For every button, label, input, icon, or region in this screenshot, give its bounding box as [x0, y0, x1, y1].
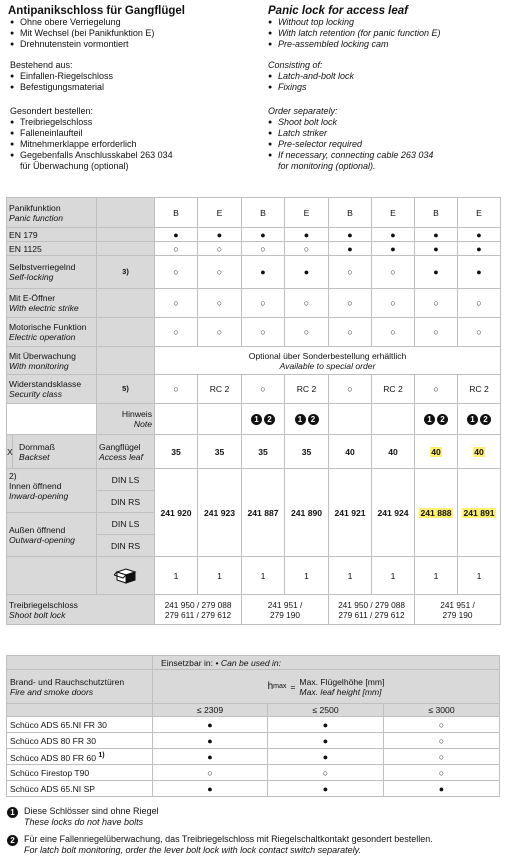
- footnote-2-icon: 2: [264, 414, 275, 425]
- note-badges: [242, 404, 285, 435]
- order-item: ● Falleneinlaufteil: [10, 128, 173, 139]
- dot: ○: [198, 242, 242, 256]
- order-item: ● Mitnehmerklappe erforderlich: [10, 139, 173, 150]
- cell: RC 2: [198, 375, 242, 404]
- cell: B: [329, 198, 372, 228]
- usage-col-label: Brand- und Rauchschutztüren Fire and smoke doors: [7, 670, 153, 704]
- order-item: ● Pre-selector required: [268, 139, 433, 150]
- filled-dot: ●: [155, 228, 198, 242]
- dot: ○: [415, 289, 458, 318]
- filled-dot: ●: [415, 228, 458, 242]
- cell: ○: [329, 375, 372, 404]
- dot: ○: [372, 318, 415, 347]
- row-panic-function: [7, 198, 501, 228]
- title-en: Panic lock for access leaf: [268, 5, 408, 17]
- dot: ○: [155, 318, 198, 347]
- usage-item-name: Schüco ADS 80 FR 30: [7, 733, 153, 749]
- usage-row: [7, 733, 500, 749]
- usage-heights-row: [7, 704, 500, 717]
- usage-table: [6, 655, 500, 797]
- cell: 1: [372, 557, 415, 595]
- consist-title: Bestehend aus:: [10, 60, 73, 70]
- row-note: [7, 404, 501, 435]
- shoot-bolt-ref: 241 951 / 279 190: [242, 595, 329, 625]
- row-label: Treibriegelschloss Shoot bolt lock: [7, 595, 155, 625]
- footnote-2: [6, 834, 433, 856]
- dot: ●: [285, 256, 329, 289]
- dot: ○: [155, 289, 198, 318]
- cell: 40: [329, 435, 372, 469]
- feature-item: ● With latch retention (for panic function E): [268, 28, 441, 39]
- cell: 1: [415, 557, 458, 595]
- row-security-class: [7, 375, 501, 404]
- filled-dot: ●: [372, 228, 415, 242]
- cell: B: [155, 198, 198, 228]
- filled-dot: ●: [198, 228, 242, 242]
- height-2500: ≤ 2500: [268, 704, 384, 717]
- cell: 40: [372, 435, 415, 469]
- filled-dot: ●: [329, 228, 372, 242]
- order-en: [268, 106, 433, 172]
- cell: E: [198, 198, 242, 228]
- usage-row: [7, 781, 500, 797]
- dot: ○: [384, 717, 500, 733]
- row-label: Dornmaß Backset: [13, 435, 97, 469]
- dot: ○: [198, 256, 242, 289]
- row-shoot-bolt: [7, 595, 501, 625]
- cell: 1: [198, 557, 242, 595]
- dot: ●: [153, 717, 268, 733]
- article-number-highlighted: 241 888: [415, 469, 458, 557]
- cell: 35: [242, 435, 285, 469]
- note-badges: [415, 404, 458, 435]
- filled-dot: ●: [242, 228, 285, 242]
- dot: ●: [268, 749, 384, 765]
- dot: ○: [384, 733, 500, 749]
- din-rs-label: DIN RS: [97, 491, 155, 513]
- row-label: Widerstandsklasse Security class: [7, 375, 97, 404]
- row-label: Mit Überwachung With monitoring: [7, 347, 97, 375]
- dot: ●: [153, 749, 268, 765]
- row-backset: [7, 435, 501, 469]
- title-de: Antipanikschloss für Gangflügel: [8, 5, 185, 17]
- row-label: Mit E-Öffner With electric strike: [7, 289, 97, 318]
- order-item: ● If necessary, connecting cable 263 034: [268, 150, 433, 161]
- cell: RC 2: [372, 375, 415, 404]
- shoot-bolt-ref: 241 950 / 279 088 279 611 / 279 612: [329, 595, 415, 625]
- monitoring-note: Optional über Sonderbestellung erhältlich Available to special order: [155, 347, 501, 375]
- note-ref: 3): [97, 256, 155, 289]
- order-title: Order separately:: [268, 106, 338, 116]
- filled-dot: ●: [458, 228, 501, 242]
- features-en: [268, 17, 441, 50]
- dot: ○: [329, 289, 372, 318]
- cell-highlighted: 40: [415, 435, 458, 469]
- footnote-1-icon: 1: [7, 807, 18, 818]
- consist-title: Consisting of:: [268, 60, 323, 70]
- dot: ○: [155, 256, 198, 289]
- dot: ○: [153, 765, 268, 781]
- shoot-bolt-ref: 241 951 / 279 190: [415, 595, 501, 625]
- cell: E: [285, 198, 329, 228]
- footnote-2-icon: 2: [7, 835, 18, 846]
- article-number: 241 921: [329, 469, 372, 557]
- cell: 35: [285, 435, 329, 469]
- row-label: 2) Innen öffnend Inward-opening: [7, 469, 97, 513]
- row-label: Selbstverriegelnd Self-locking: [7, 256, 97, 289]
- din-ls-label: DIN LS: [97, 513, 155, 535]
- row-en1125: [7, 242, 501, 256]
- row-label: Panikfunktion Panic function: [7, 198, 97, 228]
- dot: ○: [242, 318, 285, 347]
- dot: ○: [198, 289, 242, 318]
- cell: 35: [155, 435, 198, 469]
- order-de: [10, 106, 173, 172]
- hmax-label: h max = Max. Flügelhöhe [mm] Max. leaf height [mm]: [153, 670, 500, 704]
- article-number: 241 924: [372, 469, 415, 557]
- cell: RC 2: [285, 375, 329, 404]
- dot: ○: [458, 318, 501, 347]
- cell: 1: [285, 557, 329, 595]
- usage-item-name: Schüco Firestop T90: [7, 765, 153, 781]
- order-item: ● Shoot bolt lock: [268, 117, 433, 128]
- footnote-2-icon: 2: [437, 414, 448, 425]
- cell: 1: [329, 557, 372, 595]
- cell: B: [242, 198, 285, 228]
- note-ref: 5): [97, 375, 155, 404]
- row-monitoring: [7, 347, 501, 375]
- note-badges: [285, 404, 329, 435]
- dot: ●: [153, 781, 268, 797]
- dot: ○: [458, 289, 501, 318]
- row-label: Außen öffnend Outward-opening: [7, 513, 97, 557]
- cell-highlighted: 40: [458, 435, 501, 469]
- dot: ●: [415, 256, 458, 289]
- feature-item: ● Pre-assembled locking cam: [268, 39, 441, 50]
- row-label: EN 1125: [7, 242, 97, 256]
- consist-de: [10, 60, 113, 93]
- usage-item-name: Schüco ADS 65.NI SP: [7, 781, 153, 797]
- row-electric-strike: [7, 289, 501, 318]
- usage-header-row: [7, 656, 500, 670]
- note-badges: [458, 404, 501, 435]
- article-number: 241 920: [155, 469, 198, 557]
- dot: ○: [285, 289, 329, 318]
- dot: ●: [268, 781, 384, 797]
- feature-item: ● Drehnutenstein vormontiert: [10, 39, 154, 50]
- dot: ○: [372, 256, 415, 289]
- article-number: 241 890: [285, 469, 329, 557]
- footnote-1-icon: 1: [467, 414, 478, 425]
- cell: ○: [415, 375, 458, 404]
- dot: ●: [242, 256, 285, 289]
- row-label: Hinweis Note: [97, 404, 155, 435]
- article-number: 241 887: [242, 469, 285, 557]
- consist-item: ● Einfallen-Riegelschloss: [10, 71, 113, 82]
- dot: ○: [268, 765, 384, 781]
- feature-item: ● Without top locking: [268, 17, 441, 28]
- dot: ●: [458, 256, 501, 289]
- usage-row: [7, 765, 500, 781]
- article-number: 241 923: [198, 469, 242, 557]
- dot: ○: [155, 242, 198, 256]
- dot: ●: [153, 733, 268, 749]
- feature-item: ● Mit Wechsel (bei Panikfunktion E): [10, 28, 154, 39]
- height-2309: ≤ 2309: [153, 704, 268, 717]
- row-electric-operation: [7, 318, 501, 347]
- dot: ●: [268, 717, 384, 733]
- footnote-1-icon: 1: [424, 414, 435, 425]
- features-de: [10, 17, 154, 50]
- din-ls-label: DIN LS: [97, 469, 155, 491]
- row-sublabel: Gangflügel Access leaf: [97, 435, 155, 469]
- dot: ○: [384, 765, 500, 781]
- dot: ●: [372, 242, 415, 256]
- usage-row: [7, 749, 500, 765]
- x-marker: X: [7, 435, 13, 469]
- product-table: [6, 197, 501, 625]
- order-title: Gesondert bestellen:: [10, 106, 94, 116]
- usage-item-name: Schüco ADS 80 FR 60 $^{1)}$: [7, 749, 153, 765]
- dot: ○: [384, 749, 500, 765]
- shoot-bolt-ref: 241 950 / 279 088 279 611 / 279 612: [155, 595, 242, 625]
- height-3000: ≤ 3000: [384, 704, 500, 717]
- cell: ○: [242, 375, 285, 404]
- cell: 1: [458, 557, 501, 595]
- footnote-text: Für eine Fallenriegelüberwachung, das Treibriegelschloss mit Riegelschaltkontakt gesondert bestellen. For latch bolt monitoring, order the lever bolt lock with lock contact switch separately.: [24, 834, 433, 855]
- order-item-cont: for monitoring (optional).: [278, 161, 376, 171]
- dot: ○: [198, 318, 242, 347]
- din-rs-label: DIN RS: [97, 535, 155, 557]
- dot: ○: [329, 256, 372, 289]
- usage-row: [7, 717, 500, 733]
- cell: E: [458, 198, 501, 228]
- row-label: Motorische Funktion Electric operation: [7, 318, 97, 347]
- consist-item: ● Latch-and-bolt lock: [268, 71, 354, 82]
- cell: 35: [198, 435, 242, 469]
- footnote-2-icon: 2: [308, 414, 319, 425]
- consist-item: ● Befestigungsmaterial: [10, 82, 113, 93]
- dot: ○: [242, 289, 285, 318]
- footnote-1: [6, 806, 159, 828]
- usage-col-row: [7, 670, 500, 704]
- dot: ●: [268, 733, 384, 749]
- filled-dot: ●: [285, 228, 329, 242]
- footnote-1-icon: 1: [251, 414, 262, 425]
- cell: B: [415, 198, 458, 228]
- consist-item: ● Fixings: [268, 82, 354, 93]
- footnote-2-icon: 2: [480, 414, 491, 425]
- dot: ○: [285, 242, 329, 256]
- order-item: ● Latch striker: [268, 128, 433, 139]
- article-number-highlighted: 241 891: [458, 469, 501, 557]
- dot: ○: [242, 242, 285, 256]
- dot: ●: [384, 781, 500, 797]
- order-item: ● Gegebenfalls Anschlusskabel 263 034: [10, 150, 173, 161]
- usage-item-name: Schüco ADS 65.NI FR 30: [7, 717, 153, 733]
- cell: 1: [155, 557, 198, 595]
- dot: ○: [372, 289, 415, 318]
- cell: 1: [242, 557, 285, 595]
- dot: ○: [285, 318, 329, 347]
- dot: ●: [415, 242, 458, 256]
- dot: ●: [458, 242, 501, 256]
- dot: ○: [329, 318, 372, 347]
- cell: E: [372, 198, 415, 228]
- order-item-cont: für Überwachung (optional): [20, 161, 129, 171]
- cell: RC 2: [458, 375, 501, 404]
- row-en179: [7, 228, 501, 242]
- cell: ○: [155, 375, 198, 404]
- footnote-1-icon: 1: [295, 414, 306, 425]
- usage-header: Einsetzbar in: • Can be used in:: [153, 656, 500, 670]
- row-packaging: [7, 557, 501, 595]
- dot: ●: [329, 242, 372, 256]
- row-inward-ls: [7, 469, 501, 491]
- package-icon: [97, 557, 155, 595]
- row-self-locking: [7, 256, 501, 289]
- dot: ○: [415, 318, 458, 347]
- consist-en: [268, 60, 354, 93]
- feature-item: ● Ohne obere Verriegelung: [10, 17, 154, 28]
- footnote-text: Diese Schlösser sind ohne Riegel These locks do not have bolts: [24, 806, 159, 827]
- row-label: EN 179: [7, 228, 97, 242]
- package-icon: [114, 566, 138, 584]
- order-item: ● Treibriegelschloss: [10, 117, 173, 128]
